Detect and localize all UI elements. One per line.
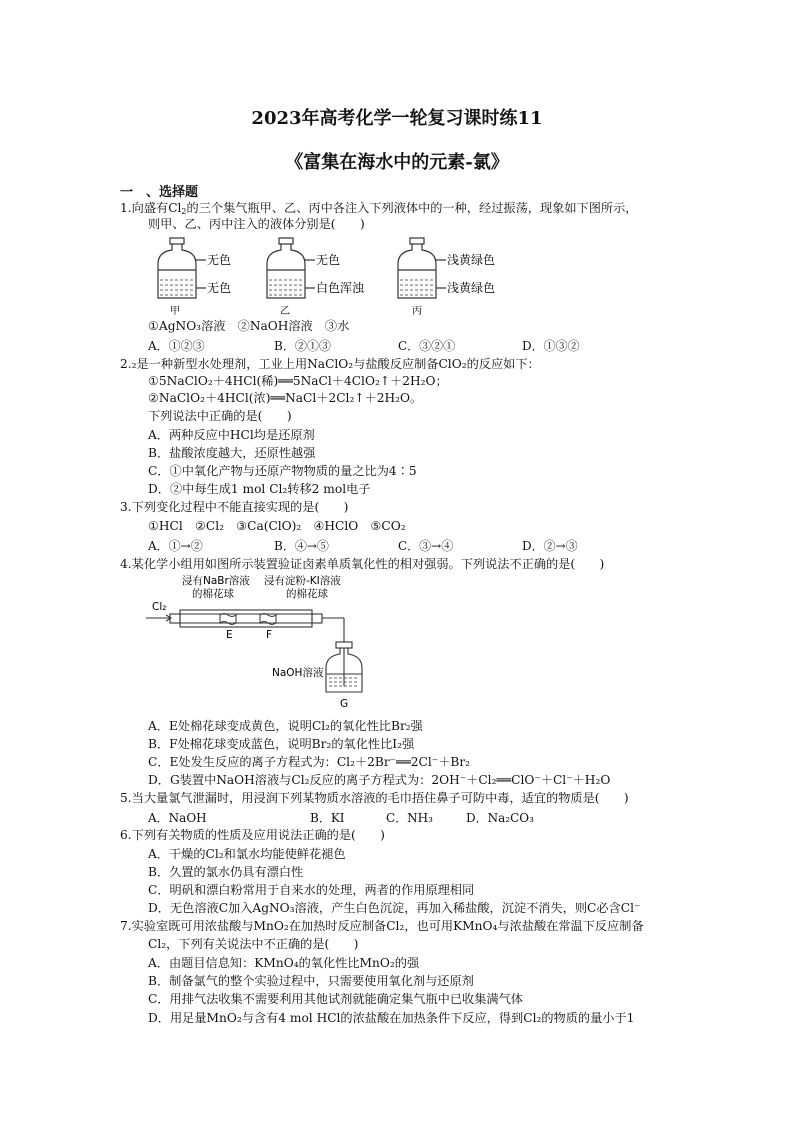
f-label-line2: 的棉花球 — [286, 588, 328, 600]
q4-option-d[interactable]: D．G装置中NaOH溶液与Cl₂反应的离子方程式为：2OH⁻＋Cl₂══ClO⁻＋Cl⁻＋H₂O — [148, 773, 611, 787]
q2-option-b[interactable]: B．盐酸浓度越大，还原性越强 — [148, 446, 316, 460]
section-heading: 一 、选择题 — [120, 185, 199, 200]
q5-stem: 5.当大量氯气泄漏时，用浸润下列某物质水溶液的毛巾捂住鼻子可防中毒，适宜的物质是( ) — [120, 791, 629, 805]
q6-option-d[interactable]: D．无色溶液C加入AgNO₃溶液，产生白色沉淀，再加入稀盐酸，沉淀不消失，则C必含Cl⁻ — [148, 901, 641, 915]
jar-2-bottom-label: 白色浑浊 — [316, 281, 365, 295]
jar-3 — [398, 238, 446, 298]
q1-stem-2: 则甲、乙、丙中注入的液体分别是( ) — [148, 217, 365, 231]
jar-1-bottom-label: 无色 — [207, 281, 232, 295]
g-marker: G — [340, 698, 349, 710]
q4-stem: 4.某化学小组用如图所示装置验证卤素单质氧化性的相对强弱。下列说法不正确的是( ) — [120, 557, 605, 571]
q6-option-b[interactable]: B．久置的氯水仍具有漂白性 — [148, 865, 304, 879]
q6-option-a[interactable]: A．干燥的Cl₂和氯水均能使鲜花褪色 — [148, 847, 346, 861]
q4-apparatus-figure — [146, 572, 386, 712]
f-label-line1: 浸有淀粉-KI溶液 — [264, 575, 341, 587]
q7-option-c[interactable]: C．用排气法收集不需要利用其他试剂就能确定集气瓶中已收集满气体 — [148, 992, 523, 1006]
q2-option-c[interactable]: C．①中氧化产物与还原产物物质的量之比为4∶5 — [148, 464, 417, 478]
e-marker: E — [226, 629, 233, 641]
q7-option-b[interactable]: B．制备氯气的整个实验过程中，只需要使用氧化剂与还原剂 — [148, 974, 474, 988]
q5-option-d[interactable]: D．Na₂CO₃ — [466, 811, 534, 825]
q1-stem: 1.向盛有$Cl_2$的三个集气瓶甲、乙、丙中各注入下列液体中的一种，经过振荡，现象如下图所示， — [120, 201, 638, 216]
q3-items: ①HCl ②Cl₂ ③Ca(ClO)₂ ④HClO ⑤CO₂ — [148, 519, 406, 533]
q4-option-c[interactable]: C．E处发生反应的离子方程式为：Cl₂＋2Br⁻══2Cl⁻＋Br₂ — [148, 755, 471, 769]
q7-option-d[interactable]: D．用足量MnO₂与含有4 mol HCl的浓盐酸在加热条件下反应，得到Cl₂的物质的量小于1 — [148, 1011, 635, 1025]
jar-1-top-label: 无色 — [207, 253, 232, 267]
q2-reaction-1: ①5NaClO₂＋4HCl(稀)══5NaCl＋4ClO₂↑＋2H₂O； — [148, 374, 448, 388]
q3-option-a[interactable]: A．①→② — [148, 539, 203, 553]
jar-3-top-label: 浅黄绿色 — [447, 253, 496, 267]
q7-stem: 7.实验室既可用浓盐酸与MnO₂在加热时反应制备Cl₂，也可用KMnO₄与浓盐酸在常温下反应制备 — [120, 919, 644, 933]
e-label-line2: 的棉花球 — [192, 588, 234, 600]
q4-option-a[interactable]: A．E处棉花球变成黄色，说明Cl₂的氧化性比Br₂强 — [148, 719, 423, 733]
f-marker: F — [266, 629, 273, 641]
q2-stem: 2.₂是一种新型水处理剂，工业上用NaClO₂与盐酸反应制备ClO₂的反应如下： — [120, 357, 540, 371]
q5-option-c[interactable]: C．NH₃ — [386, 811, 433, 825]
cl2-inlet-label: Cl₂ — [152, 601, 167, 613]
q3-option-c[interactable]: C．③→④ — [398, 539, 454, 553]
q7-option-a[interactable]: A．由题目信息知：KMnO₄的氧化性比MnO₂的强 — [148, 956, 420, 970]
q1-option-a[interactable]: A．①②③ — [148, 339, 205, 353]
jar-1 — [158, 238, 206, 298]
q6-stem: 6.下列有关物质的性质及应用说法正确的是( ) — [120, 828, 385, 842]
jar-2-name: 乙 — [280, 306, 290, 317]
q1-option-b[interactable]: B．②①③ — [274, 339, 331, 353]
q1-option-c[interactable]: C．③②① — [398, 339, 456, 353]
jar-3-name: 丙 — [412, 306, 422, 317]
q3-option-b[interactable]: B．④→⑤ — [274, 539, 329, 553]
jar-2-top-label: 无色 — [316, 253, 341, 267]
q1-jars-figure — [150, 236, 520, 320]
jar-1-name: 甲 — [170, 306, 180, 317]
jar-2 — [267, 238, 315, 298]
q1-choices: ①AgNO₃溶液 ②NaOH溶液 ③水 — [148, 319, 350, 333]
q5-option-a[interactable]: A．NaOH — [148, 811, 207, 825]
q3-option-d[interactable]: D．②→③ — [522, 539, 578, 553]
page-subtitle: 《富集在海水中的元素-氯》 — [285, 152, 509, 173]
naoh-label: NaOH溶液 — [272, 667, 324, 679]
q5-option-b[interactable]: B．KI — [310, 811, 345, 825]
q2-question: 下列说法中正确的是( ) — [148, 409, 292, 423]
q6-option-c[interactable]: C．明矾和漂白粉常用于自来水的处理，两者的作用原理相同 — [148, 883, 475, 897]
q7-stem-2: Cl₂，下列有关说法中不正确的是( ) — [148, 937, 359, 951]
q4-option-b[interactable]: B．F处棉花球变成蓝色，说明Br₂的氧化性比I₂强 — [148, 737, 415, 751]
jar-3-bottom-label: 浅黄绿色 — [447, 281, 496, 295]
q3-stem: 3.下列变化过程中不能直接实现的是( ) — [120, 500, 349, 514]
e-label-line1: 浸有NaBr溶液 — [182, 575, 250, 587]
q2-option-a[interactable]: A．两种反应中HCl均是还原剂 — [148, 428, 315, 442]
page-title: 2023年高考化学一轮复习课时练11 — [251, 108, 543, 129]
q2-option-d[interactable]: D．②中每生成1 mol Cl₂转移2 mol电子 — [148, 482, 371, 496]
q1-option-d[interactable]: D．①③② — [522, 339, 580, 353]
q2-reaction-2: ②NaClO₂＋4HCl(浓)══NaCl＋2Cl₂↑＋2H₂O。 — [148, 391, 423, 405]
